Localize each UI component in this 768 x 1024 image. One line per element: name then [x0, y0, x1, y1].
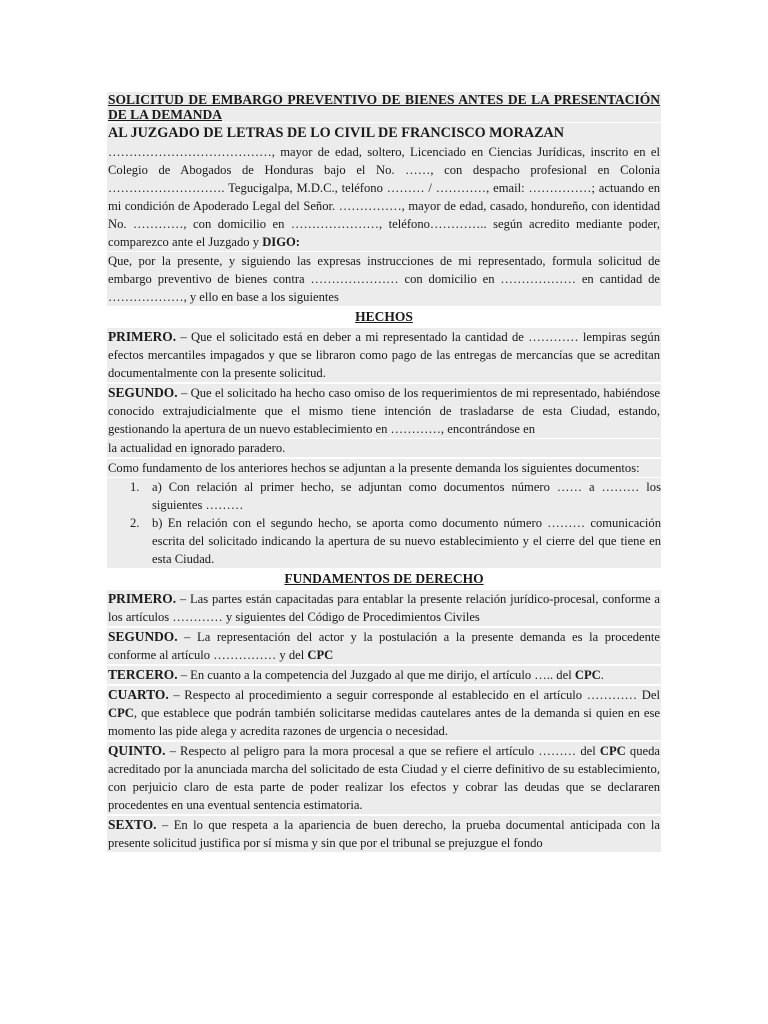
fundamento-sexto-text: – En lo que respeta a la apariencia de buen derecho, la prueba documental anticipada con la presente solicitud justifica por sí misma y sin que por el tribunal se prejuzgue el fondo: [108, 818, 660, 850]
fundamento-quinto-label: QUINTO.: [108, 743, 166, 758]
fundamento-tercero-text: – En cuanto a la competencia del Juzgado al que me dirijo, el artículo ….. del: [177, 668, 575, 682]
fundamento-quinto-text-2: queda acreditado por la anunciada marcha del solicitado de esta Ciudad y el cierre definitivo de su establecimiento, con perjuicio claro de esta parte de poder realizar los efectos y cobrar las deudas que se declararen procedentes en una eventual sentencia estimatoria.: [108, 744, 661, 812]
fundamento-paragraph: [107, 459, 661, 477]
list-item-number: 1.: [130, 480, 140, 494]
list-item: [107, 478, 661, 514]
fundamento-segundo-text: – La representación del actor y la postulación a la presente demanda es la procedente conforme al artículo …………… y del: [108, 630, 660, 662]
list-item-number: 2.: [130, 516, 140, 530]
list-item-text: a) Con relación al primer hecho, se adjuntan como documentos número …… a ……… los siguientes ………: [152, 480, 661, 512]
fundamento-primero: [107, 590, 661, 626]
fundamento-segundo: [107, 628, 661, 664]
fundamento-quinto-text-1: – Respecto al peligro para la mora procesal a que se refiere el artículo ……… del: [165, 744, 600, 758]
intro-paragraph: [107, 143, 661, 251]
fundamento-tercero: [107, 666, 661, 684]
hecho-primero-text: – Que el solicitado está en deber a mi representado la cantidad de ………… lempiras según efectos mercantiles impagados y que se libraron como pago de las entregas de mercancías que se acreditan documentalmente con la presente solicitud.: [108, 330, 660, 380]
cpc-abbrev: CPC: [574, 668, 601, 682]
fundamento-text: Como fundamento de los anteriores hechos se adjuntan a la presente demanda los siguientes documentos:: [108, 461, 640, 475]
fundamento-primero-label: PRIMERO.: [108, 591, 177, 606]
hecho-segundo-cont: [107, 439, 661, 457]
fundamento-primero-text: – Las partes están capacitadas para entablar la presente relación jurídico-procesal, conforme a los artículos ………… y siguientes del Código de Procedimientos Civiles: [108, 592, 660, 624]
intro-text: , mayor de edad, soltero, Licenciado en Ciencias Jurídicas, inscrito en el Colegio de Abogados de Honduras bajo el No. ……, con despacho profesional en Colonia ………………………. Tegucigalpa, M.D.C., teléfono ……… / …………, email: ……………; actuando en mi condición de Apoderado Legal del Señor. ……………, mayor de edad, casado, hondureño, con identidad No. …………, con domicilio en …………………, teléfono………….. según acredito mediante poder, comparezco ante el Juzgado y: [108, 145, 660, 249]
hechos-title: HECHOS: [355, 309, 413, 324]
cpc-abbrev: CPC: [599, 744, 626, 758]
court-heading: AL JUZGADO DE LETRAS DE LO CIVIL DE FRANCISCO MORAZAN: [107, 123, 661, 143]
fundamento-quinto: [107, 742, 661, 814]
list-item: [107, 514, 661, 568]
cpc-abbrev: CPC: [307, 648, 334, 662]
document-page: [107, 92, 661, 853]
hecho-primero: [107, 328, 661, 382]
intro-blank: …………………………………: [108, 145, 272, 159]
hecho-primero-label: PRIMERO.: [108, 329, 177, 344]
hecho-segundo-label: SEGUNDO.: [108, 385, 178, 400]
fundamento-segundo-label: SEGUNDO.: [108, 629, 178, 644]
fundamento-cuarto-text-2: , que establece que podrán también solicitarse medidas cautelares antes de la demanda si quien en ese momento las pide alega y acredita razones de urgencia o necesidad.: [108, 706, 660, 738]
request-text: Que, por la presente, y siguiendo las expresas instrucciones de mi representado, formula solicitud de embargo preventivo de bienes contra ………………… con domicilio en ……………… en cantidad de ………………, y ello en base a los siguientes: [108, 254, 660, 304]
document-title: SOLICITUD DE EMBARGO PREVENTIVO DE BIENES ANTES DE LA PRESENTACIÓN DE LA DEMANDA: [108, 92, 660, 122]
fundamento-sexto: [107, 816, 661, 852]
fundamento-cuarto: [107, 686, 661, 740]
fundamento-tercero-label: TERCERO.: [108, 667, 178, 682]
title-block: [107, 92, 661, 122]
fundamento-cuarto-text-1: – Respecto al procedimiento a seguir corresponde al establecido en el artículo ………… Del: [168, 688, 660, 702]
hecho-segundo-text: – Que el solicitado ha hecho caso omiso de los requerimientos de mi representado, habiéndose conocido extrajudicialmente que el mismo tiene intención de trasladarse de esta Ciudad, estando, gestionando la apertura de un nuevo establecimiento en …………, encontrándose en: [108, 386, 660, 436]
fundamento-cuarto-label: CUARTO.: [108, 687, 169, 702]
fundamento-tercero-end: .: [600, 668, 604, 682]
hecho-segundo-cont-text: la actualidad en ignorado paradero.: [108, 441, 286, 455]
request-paragraph: [107, 252, 661, 306]
hecho-segundo: [107, 384, 661, 438]
fundamentos-title: FUNDAMENTOS DE DERECHO: [284, 571, 484, 586]
digo-label: DIGO:: [262, 235, 300, 249]
list-item-text: b) En relación con el segundo hecho, se aporta como documento número ……… comunicación escrita del solicitado indicando la apertura de su nuevo establecimiento y el cierre del que tiene en esta Ciudad.: [152, 516, 661, 566]
cpc-abbrev: CPC: [108, 706, 134, 720]
fundamento-sexto-label: SEXTO.: [108, 817, 157, 832]
documents-list: [107, 478, 661, 568]
